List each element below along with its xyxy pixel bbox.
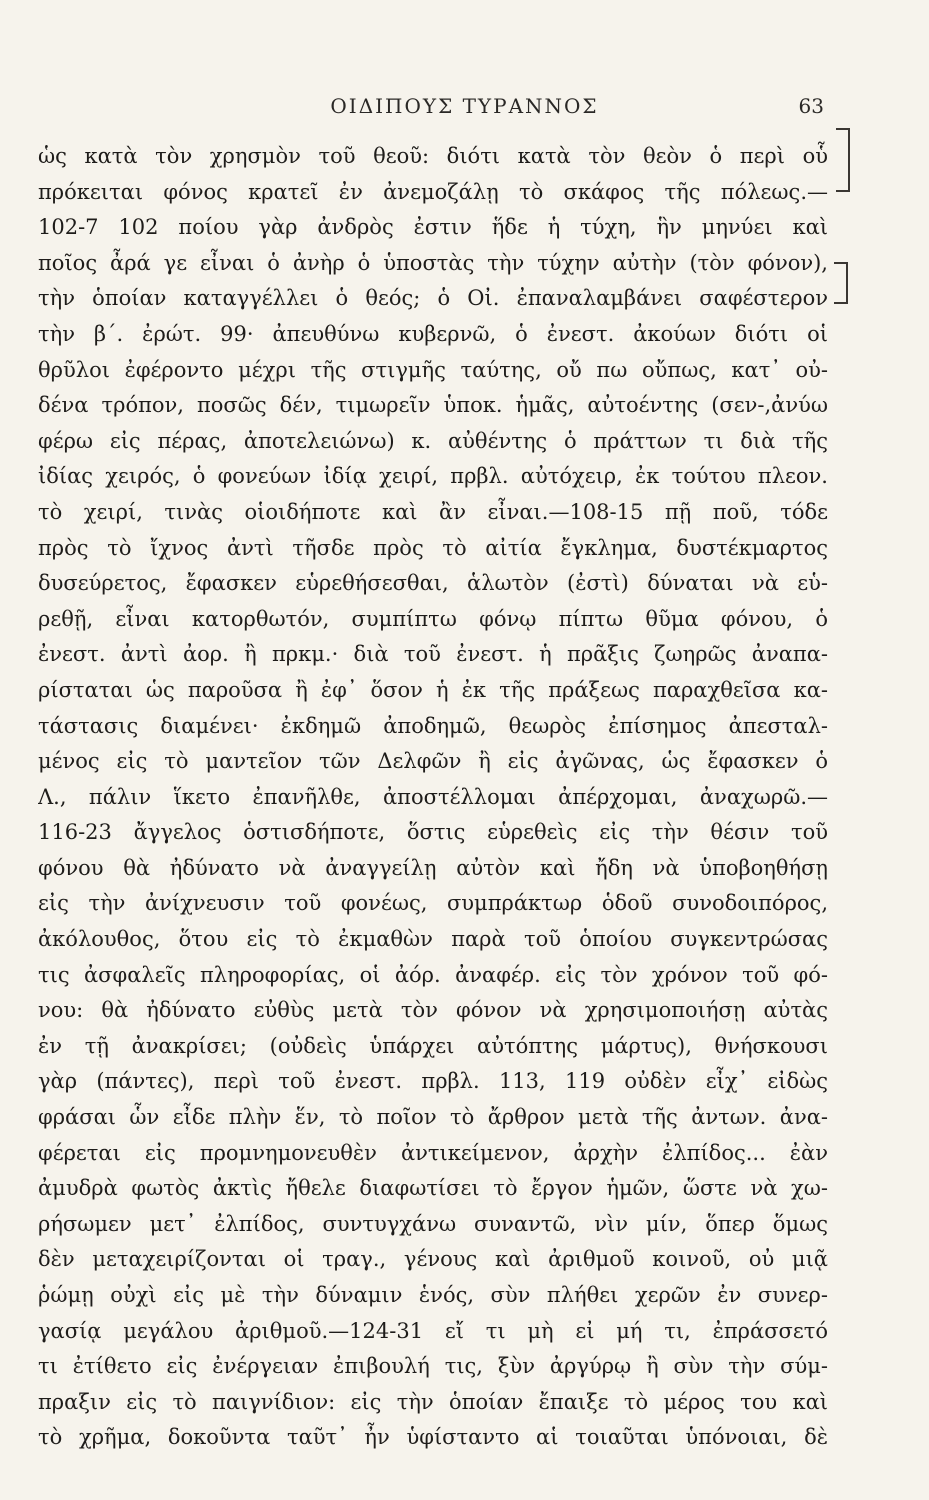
text-line: ρήσωμεν μετ᾽ ἐλπίδος, συντυγχάνω συναντῶ, νὶν μίν, ὅπερ ὅμως [38, 1211, 828, 1236]
text-line: ἐν τῇ ἀνακρίσει; (οὐδεὶς ὑπάρχει αὐτόπτης μάρτυς), θνήσκουσι [38, 1033, 828, 1058]
text-line: Λ., πάλιν ἵκετο ἐπανῆλθε, ἀποστέλλομαι ἀπέρχομαι, ἀναχωρῶ.— [38, 784, 828, 809]
text-line: τὸ χρῆμα, δοκοῦντα ταῦτ᾽ ἦν ὑφίσταντο αἱ τοιαῦται ὑπόνοιαι, δὲ [38, 1425, 828, 1450]
text-line: ἀμυδρὰ φωτὸς ἀκτὶς ἤθελε διαφωτίσει τὸ ἔργον ἡμῶν, ὥστε νὰ χω- [38, 1176, 828, 1201]
text-line: φράσαι ὧν εἶδε πλὴν ἕν, τὸ ποῖον τὸ ἄρθρον μετὰ τῆς ἀντων. ἀνα- [38, 1105, 828, 1130]
text-line: φέρεται εἰς προμνημονευθὲν ἀντικείμενον, ἀρχὴν ἐλπίδος... ἐὰν [38, 1140, 828, 1165]
text-line: θρῦλοι ἐφέροντο μέχρι τῆς στιγμῆς ταύτης, οὔ πω οὔπως, κατ᾽ οὐ- [38, 357, 828, 382]
text-line: νου: θὰ ἠδύνατο εὐθὺς μετὰ τὸν φόνον νὰ χρησιμοποιήσῃ αὐτὰς [38, 998, 828, 1023]
text-line: γὰρ (πάντες), περὶ τοῦ ἐνεστ. πρβλ. 113, 119 οὐδὲν εἶχ᾽ εἰδὼς [38, 1069, 828, 1094]
text-line: ἀκόλουθος, ὅτου εἰς τὸ ἐκμαθὼν παρὰ τοῦ ὁποίου συγκεντρώσας [38, 927, 828, 952]
text-line: ὡς κατὰ τὸν χρησμὸν τοῦ θεοῦ: διότι κατὰ τὸν θεὸν ὁ περὶ οὗ [38, 144, 828, 168]
text-line: τις ἀσφαλεῖς πληροφορίας, οἱ ἀόρ. ἀναφέρ. εἰς τὸν χρόνον τοῦ φό- [38, 962, 828, 987]
text-line: δυσεύρετος, ἔφασκεν εὑρεθήσεσθαι, ἁλωτὸν (ἐστὶ) δύναται νὰ εὑ- [38, 571, 828, 596]
text-line: ῥώμῃ οὐχὶ εἰς μὲ τὴν δύναμιν ἑνός, σὺν πλήθει χερῶν ἐν συνερ- [38, 1283, 828, 1307]
text-line: πρόκειται φόνος κρατεῖ ἐν ἀνεμοζάλῃ τὸ σκάφος τῆς πόλεως.— [38, 179, 828, 204]
text-line: φέρω εἰς πέρας, ἀποτελειώνω) κ. αὐθέντης ὁ πράττων τι διὰ τῆς [38, 428, 828, 453]
text-line: τὴν ὁποίαν καταγγέλλει ὁ θεός; ὁ Οἰ. ἐπαναλαμβάνει σαφέστερον [38, 286, 828, 311]
text-line: 116-23 ἄγγελος ὁστισδήποτε, ὅστις εὑρεθεὶς εἰς τὴν θέσιν τοῦ [38, 820, 828, 845]
text-line: 102-7 102 ποίου γὰρ ἀνδρὸς ἐστιν ἥδε ἡ τύχη, ἣν μηνύει καὶ [38, 215, 828, 240]
page-number: 63 [798, 94, 824, 118]
text-line: μένος εἰς τὸ μαντεῖον τῶν Δελφῶν ἢ εἰς ἀγῶνας, ὡς ἔφασκεν ὁ [38, 749, 828, 774]
text-line: ἐνεστ. ἀντὶ ἀορ. ἢ πρκμ.· διὰ τοῦ ἐνεστ. ἡ πρᾶξις ζωηρῶς ἀναπα- [38, 642, 828, 667]
text-line: τὸ χειρί, τινὰς οἱοιδήποτε καὶ ἂν εἶναι.—108-15 πῇ ποῦ, τόδε [38, 499, 828, 524]
text-line: ρεθῇ, εἶναι κατορθωτόν, συμπίπτω φόνῳ πίπτω θῦμα φόνου, ὁ [38, 606, 828, 631]
text-line: πρὸς τὸ ἴχνος ἀντὶ τῆσδε πρὸς τὸ αἰτία ἔγκλημα, δυστέκμαρτος [38, 535, 828, 560]
text-line: εἰς τὴν ἀνίχνευσιν τοῦ φονέως, συμπράκτωρ ὁδοῦ συνοδοιπόρος, [38, 891, 828, 916]
text-line: τάστασις διαμένει· ἐκδημῶ ἀποδημῶ, θεωρὸς ἐπίσημος ἀπεσταλ- [38, 713, 828, 738]
commentary-text [38, 139, 828, 1456]
text-line: τι ἐτίθετο εἰς ἐνέργειαν ἐπιβουλή τις, ξὺν ἀργύρῳ ἢ σὺν τὴν σύμ- [38, 1354, 828, 1379]
margin-bracket [834, 262, 848, 304]
text-line: ρίσταται ὡς παροῦσα ἢ ἐφ᾽ ὅσον ἡ ἐκ τῆς πράξεως παραχθεῖσα κα- [38, 677, 828, 702]
text-line: φόνου θὰ ἠδύνατο νὰ ἀναγγείλῃ αὐτὸν καὶ ἤδη νὰ ὑποβοηθήσῃ [38, 855, 828, 880]
text-line: γασίᾳ μεγάλου ἀριθμοῦ.—124-31 εἴ τι μὴ εἰ μή τι, ἐπράσσετό [38, 1318, 828, 1343]
text-line: δὲν μεταχειρίζονται οἱ τραγ., γένους καὶ ἀριθμοῦ κοινοῦ, οὐ μιᾷ [38, 1247, 828, 1272]
text-line: δένα τρόπον, ποσῶς δέν, τιμωρεῖν ὑποκ. ἡμᾶς, αὐτοέντης (σεν-,ἀνύω [38, 393, 828, 418]
page-header [0, 94, 929, 118]
margin-bracket [836, 128, 850, 192]
text-line: ἰδίας χειρός, ὁ φονεύων ἰδίᾳ χειρί, πρβλ. αὐτόχειρ, ἐκ τούτου πλεον. [38, 464, 828, 489]
text-line: ποῖος ἆρά γε εἶναι ὁ ἀνὴρ ὁ ὑποστὰς τὴν τύχην αὐτὴν (τὸν φόνον), [38, 250, 828, 275]
text-line: πραξιν εἰς τὸ παιγνίδιον: εἰς τὴν ὁποίαν ἔπαιξε τὸ μέρος του καὶ [38, 1389, 828, 1414]
running-title: ΟΙΔΙΠΟΥΣ ΤΥΡΑΝΝΟΣ [330, 94, 599, 118]
text-line: τὴν β΄. ἐρώτ. 99· ἀπευθύνω κυβερνῶ, ὁ ἐνεστ. ἀκούων διότι οἱ [38, 321, 828, 346]
